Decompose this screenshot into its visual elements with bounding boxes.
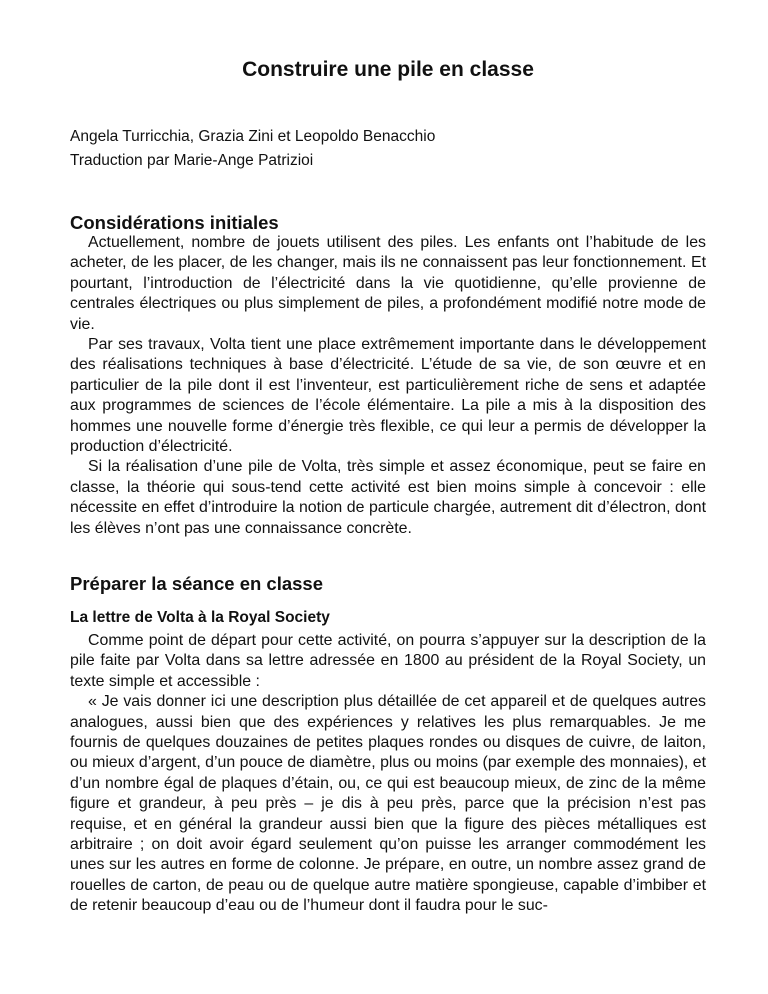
authors-line: Angela Turricchia, Grazia Zini et Leopoldo Benacchio <box>70 128 436 145</box>
section-heading-initial-considerations: Considérations initiales <box>70 212 279 233</box>
paragraph: Par ses travaux, Volta tient une place extrêmement importante dans le développement des réalisations techniques à base d’électricité. L’étude de sa vie, de son œuvre et en particulier de la pile dont il est l’inventeur, est particulièrement riche de sens et adaptée aux programmes de sciences de l’école élémentaire. La pile a mis à la disposition des hommes une nouvelle forme d’énergie très flexible, ce qui leur a permis de développer la production d’électricité. <box>70 336 706 456</box>
paragraph: Actuellement, nombre de jouets utilisent des piles. Les enfants ont l’habitude de les acheter, de les placer, de les changer, mais ils ne connaissent pas leur fonctionnement. Et pourtant, l’introduction de l’électricité dans la vie quotidienne, qu’elle provienne de centrales électriques ou plus simplement de piles, a profondément modifié notre mode de vie. <box>70 234 706 333</box>
paragraph: Comme point de départ pour cette activité, on pourra s’appuyer sur la description de la pile faite par Volta dans sa lettre adressée en 1800 au président de la Royal Society, un texte simple et accessible : <box>70 632 706 690</box>
section-initial-considerations-body <box>70 233 706 539</box>
translator-line: Traduction par Marie-Ange Patrizioi <box>70 152 314 169</box>
paragraph: Si la réalisation d’une pile de Volta, très simple et assez économique, peut se faire en classe, la théorie qui sous-tend cette activité est bien moins simple à concevoir : elle nécessite en effet d’introduire la notion de particule chargée, autrement dit d’électron, dont les élèves n’ont pas une connaissance concrète. <box>70 458 706 537</box>
quoted-paragraph: « Je vais donner ici une description plus détaillée de cet appareil et de quelques autres analogues, aussi bien que des expériences y relatives les plus remarquables. Je me fournis de quelques douzaines de petites plaques rondes ou disques de cuivre, de laiton, ou mieux d’argent, d’un pouce de diamètre, plus ou moins (par exemple des monnaies), et d’un nombre égal de plaques d’étain, ou, ce qui est beaucoup mieux, de zinc de la même figure et grandeur, à peu près – je dis à peu près, parce que la précision n’est pas requise, et en général la grandeur aussi bien que la figure des pièces métalliques est arbitraire ; on doit avoir égard seulement qu’on puisse les arranger commodément les unes sur les autres en forme de colonne. Je prépare, en outre, un nombre assez grand de rouelles de carton, de peau ou de quelque autre matière spongieuse, capable d’imbiber et de retenir beaucoup d’eau ou de l’humeur dont il faudra pour le suc- <box>70 693 706 915</box>
subsection-heading-volta-letter: La lettre de Volta à la Royal Society <box>70 609 330 626</box>
section-heading-prepare-session: Préparer la séance en classe <box>70 573 324 594</box>
document-title: Construire une pile en classe <box>242 58 534 81</box>
section-prepare-session-body <box>70 631 706 917</box>
